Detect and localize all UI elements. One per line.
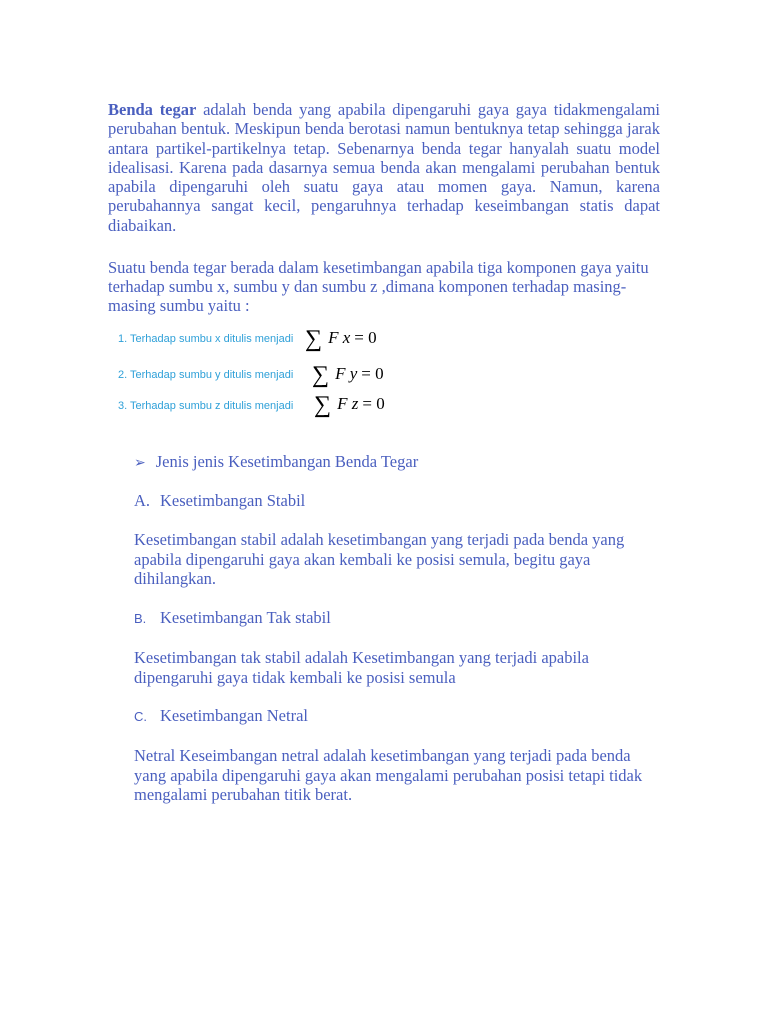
equation-z-var: F z: [337, 394, 359, 413]
intro-text: adalah benda yang apabila dipengaruhi gaya gaya tidakmengalami perubahan bentuk. Meskipun benda berotasi namun bentuknya tetap sehingga jarak antara partikel-partikelnya tetap. Sebenarnya benda tegar hanyalah suatu model idealisasi. Karena pada dasarnya semua benda akan mengalami perubahan bentuk apabila dipengaruhi oleh suatu gaya atau momen gaya. Namun, karena perubahannya sangat kecil, pengaruhnya terhadap keseimbangan statis dapat diabaikan.: [108, 100, 660, 235]
type-b-description: Kesetimbangan tak stabil adalah Kesetimbangan yang terjadi apabila dipengaruhi gaya tidak kembali ke posisi semula: [134, 648, 589, 687]
type-b-letter: B.: [134, 611, 147, 626]
type-c-title-text: Kesetimbangan Netral: [160, 706, 308, 725]
type-a-title: [134, 491, 305, 511]
sigma-icon: ∑: [314, 392, 332, 418]
type-a-description: Kesetimbangan stabil adalah kesetimbangan yang terjadi pada benda yang apabila dipengaruhi gaya akan kembali ke posisi semula, begitu gaya dihilangkan.: [134, 530, 625, 588]
equation-y-rest: = 0: [361, 364, 384, 383]
type-c-letter: C.: [134, 709, 147, 724]
type-a-letter: A.: [134, 491, 151, 510]
type-b-title-text: Kesetimbangan Tak stabil: [160, 608, 331, 627]
equation-y-var: F y: [335, 364, 358, 383]
types-heading: [134, 452, 418, 472]
type-a-title-text: Kesetimbangan Stabil: [160, 491, 306, 510]
sigma-icon: ∑: [305, 326, 323, 352]
equation-y-formula: [312, 362, 384, 389]
equation-y-label: 2. Terhadap sumbu y ditulis menjadi: [118, 369, 294, 381]
sigma-icon: ∑: [312, 362, 330, 388]
equation-x-rest: = 0: [354, 328, 377, 347]
equation-z-label: 3. Terhadap sumbu z ditulis menjadi: [118, 400, 294, 412]
arrow-bullet-icon: ➢: [134, 455, 146, 471]
type-c-description: Netral Keseimbangan netral adalah kesetimbangan yang terjadi pada benda yang apabila dipengaruhi gaya akan mengalami perubahan posisi tetapi tidak mengalami perubahan titik berat.: [134, 746, 643, 804]
type-b-title: [134, 608, 331, 628]
equation-x-formula: [305, 326, 377, 353]
equation-z-formula: [314, 392, 385, 419]
intro-paragraph: [108, 100, 660, 235]
equation-x-var: F x: [328, 328, 351, 347]
equation-z-rest: = 0: [362, 394, 385, 413]
intro-term: Benda tegar: [108, 100, 197, 119]
types-heading-text: Jenis jenis Kesetimbangan Benda Tegar: [155, 452, 419, 471]
type-c-title: [134, 706, 308, 726]
equation-x-label: 1. Terhadap sumbu x ditulis menjadi: [118, 333, 294, 345]
equilibrium-intro: Suatu benda tegar berada dalam kesetimbangan apabila tiga komponen gaya yaitu terhadap sumbu x, sumbu y dan sumbu z ,dimana komponen terhadap masing-masing sumbu yaitu :: [108, 258, 649, 315]
